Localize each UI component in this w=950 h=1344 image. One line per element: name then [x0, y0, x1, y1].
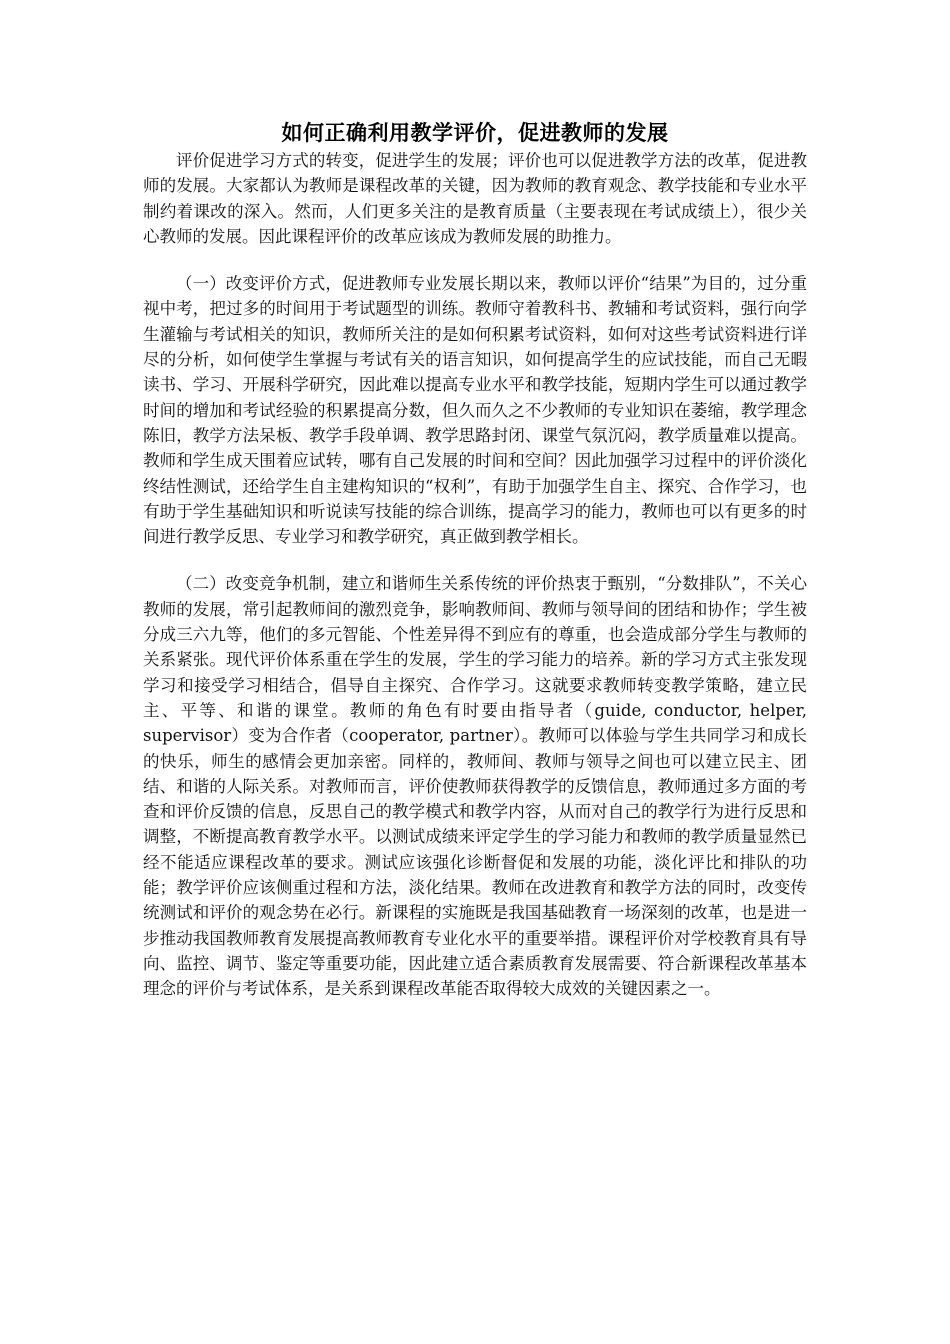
- paragraph-spacer: [143, 249, 807, 271]
- document-title: 如何正确利用教学评价，促进教师的发展: [281, 121, 669, 145]
- paragraph-spacer: [143, 549, 807, 571]
- paragraph-section-two: （二）改变竞争机制，建立和谐师生关系传统的评价热衷于甄别，“分数排队”，不关心教师的发展，常引起教师间的激烈竞争，影响教师间、教师与领导间的团结和协作；学生被分成三六九等，他们的多元智能、个性差异得不到应有的尊重，也会造成部分学生与教师的关系紧张。现代评价体系重在学生的发展，学生的学习能力的培养。新的学习方式主张发现学习和接受学习相结合，倡导自主探究、合作学习。这就要求教师转变教学策略，建立民主、平等、和谐的课堂。教师的角色有时要由指导者（guide, conductor, helper, supervisor）变为合作者（cooperator, partner）。教师可以体验与学生共同学习和成长的快乐，师生的感情会更加亲密。同样的，教师间、教师与领导之间也可以建立民主、团结、和谐的人际关系。对教师而言，评价使教师获得教学的反馈信息，教师通过多方面的考查和评价反馈的信息，反思自己的教学模式和教学内容，从而对自己的教学行为进行反思和调整，不断提高教育教学水平。以测试成绩来评定学生的学习能力和教师的教学质量显然已经不能适应课程改革的要求。测试应该强化诊断督促和发展的功能，淡化评比和排队的功能；教学评价应该侧重过程和方法，淡化结果。教师在改进教育和教学方法的同时，改变传统测试和评价的观念势在必行。新课程的实施既是我国基础教育一场深刻的改革，也是进一步推动我国教师教育发展提高教师教育专业化水平的重要举措。课程评价对学校教育具有导向、监控、调节、鉴定等重要功能，因此建立适合素质教育发展需要、符合新课程改革基本理念的评价与考试体系，是关系到课程改革能否取得较大成效的关键因素之一。: [143, 574, 807, 999]
- document-body: [143, 118, 807, 1002]
- paragraph-intro: 评价促进学习方式的转变，促进学生的发展；评价也可以促进教学方法的改革，促进教师的发展。大家都认为教师是课程改革的关键，因为教师的教育观念、教学技能和专业水平制约着课改的深入。然而，人们更多关注的是教育质量（主要表现在考试成绩上），很少关心教师的发展。因此课程评价的改革应该成为教师发展的助推力。: [143, 151, 807, 246]
- paragraph-section-one: （一）改变评价方式，促进教师专业发展长期以来，教师以评价“结果”为目的，过分重视中考，把过多的时间用于考试题型的训练。教师守着教科书、教辅和考试资料，强行向学生灌输与考试相关的知识，教师所关注的是如何积累考试资料，如何对这些考试资料进行详尽的分析，如何使学生掌握与考试有关的语言知识，如何提高学生的应试技能，而自己无暇读书、学习、开展科学研究，因此难以提高专业水平和教学技能，短期内学生可以通过教学时间的增加和考试经验的积累提高分数，但久而久之不少教师的专业知识在萎缩，教学理念陈旧，教学方法呆板、教学手段单调、教学思路封闭、课堂气氛沉闷，教学质量难以提高。教师和学生成天围着应试转，哪有自己发展的时间和空间？因此加强学习过程中的评价淡化终结性测试，还给学生自主建构知识的“权利”，有助于加强学生自主、探究、合作学习，也有助于学生基础知识和听说读写技能的综合训练，提高学习的能力，教师也可以有更多的时间进行教学反思、专业学习和教学研究，真正做到教学相长。: [143, 274, 807, 547]
